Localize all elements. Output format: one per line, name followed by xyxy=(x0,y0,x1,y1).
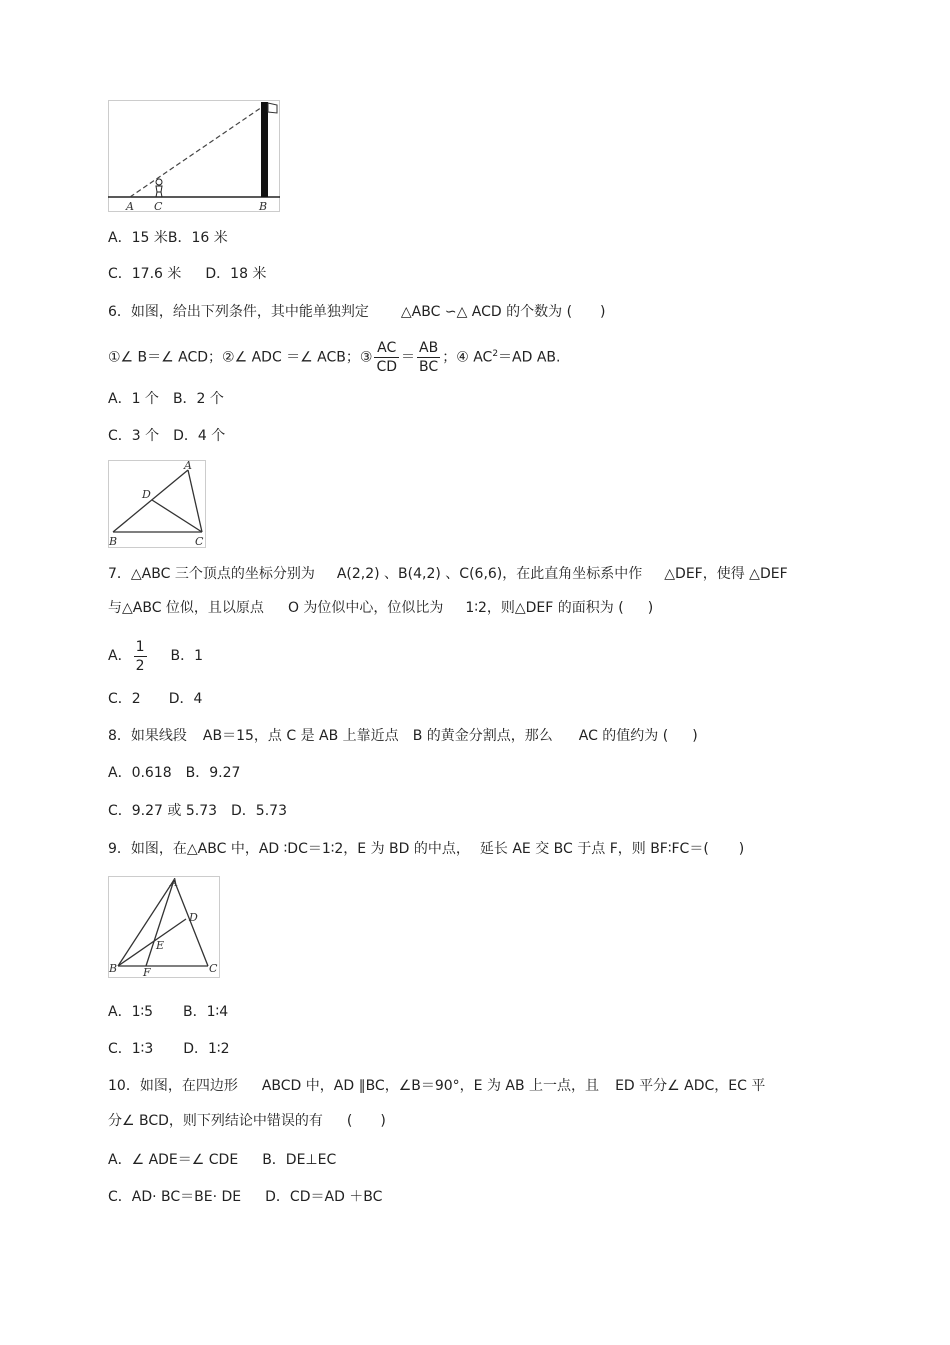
q7-option-c: C．2 xyxy=(108,691,141,707)
q6-option-a: A．1 个 xyxy=(108,391,159,407)
q7-stem-line2 xyxy=(108,598,653,618)
label-b: B xyxy=(259,200,268,212)
q10-text-c: ED 平分∠ ADC，EC 平 xyxy=(615,1078,766,1094)
q7-text-b: A(2,2) 、B(4,2) 、C(6,6)，在此直角坐标系中作 xyxy=(336,566,643,582)
label-f: F xyxy=(143,966,151,978)
q7-text-paren: ) xyxy=(647,600,654,616)
q9-option-c: C．1∶3 xyxy=(108,1041,154,1057)
q8-text-c: B 的黄金分割点，那么 xyxy=(412,728,553,744)
q10-text-paren-close: ) xyxy=(380,1113,386,1129)
q6-exponent: 2 xyxy=(492,349,499,359)
q10-text-paren-open: ( xyxy=(346,1113,353,1129)
q7-text-c: △DEF，使得 △DEF xyxy=(664,566,788,582)
label-c: C xyxy=(195,535,204,548)
frac-den: CD xyxy=(376,359,398,376)
q8-stem xyxy=(108,726,698,746)
q6-fraction-ab-bc xyxy=(417,339,440,376)
q6-stem-paren: ) xyxy=(600,304,606,320)
label-b: B xyxy=(109,962,118,975)
q6-option-d: D．4 个 xyxy=(173,428,226,444)
q7-options-row2 xyxy=(108,689,202,709)
label-a: A xyxy=(126,200,134,212)
q10-stem-line2 xyxy=(108,1111,386,1131)
q8-option-b: B．9.27 xyxy=(185,765,241,781)
label-e: E xyxy=(156,939,165,952)
q10-option-c: C．AD· BC＝BE· DE xyxy=(108,1189,242,1205)
q6-conditions xyxy=(108,334,561,378)
q5-option-a: A．15 米 xyxy=(108,230,168,246)
q6-stem xyxy=(108,302,606,322)
q9-options-row1 xyxy=(108,1002,228,1022)
q6-condition-4-tail: ＝AD AB. xyxy=(498,349,561,366)
q7-option-b: B．1 xyxy=(170,648,204,664)
q8-text-d: AC 的值约为 ( xyxy=(578,728,669,744)
q7-text-e: O 为位似中心，位似比为 xyxy=(287,600,444,616)
q6-options-row2 xyxy=(108,426,225,446)
q8-options-row2 xyxy=(108,801,287,821)
q10-option-d: D．CD＝AD ＋BC xyxy=(265,1189,383,1205)
q8-option-d: D．5.73 xyxy=(231,803,287,819)
q9-text-paren: ) xyxy=(738,841,745,857)
label-c: C xyxy=(209,962,218,975)
q7-option-a-label: A． xyxy=(108,648,132,664)
frac-num: 1 xyxy=(135,638,145,655)
q6-option-b: B．2 个 xyxy=(172,391,224,407)
frac-den: BC xyxy=(419,359,439,376)
q5-option-d: D．18 米 xyxy=(205,266,267,282)
q8-option-c: C．9.27 或 5.73 xyxy=(108,803,218,819)
q7-stem-line1 xyxy=(108,564,788,584)
q8-text-paren: ) xyxy=(692,728,698,744)
q6-condition-4: ；④ AC xyxy=(442,349,493,366)
q9-text-a: 9．如图，在△ABC 中，AD ∶DC＝1∶2，E 为 BD 的中点， xyxy=(108,841,470,857)
q7-option-a-fraction xyxy=(134,638,147,675)
q6-options-row1 xyxy=(108,389,224,409)
label-a: A xyxy=(184,460,192,472)
q5-option-c: C．17.6 米 xyxy=(108,266,182,282)
q7-options-row1 xyxy=(108,636,203,676)
q6-condition-1-2: ①∠ B＝∠ ACD；②∠ ADC ＝∠ ACB；③ xyxy=(108,349,373,366)
q10-options-row1 xyxy=(108,1150,336,1170)
q9-option-b: B．1∶4 xyxy=(183,1004,229,1020)
q10-stem-line1 xyxy=(108,1076,765,1096)
figure-q6 xyxy=(108,460,206,548)
q8-options-row1 xyxy=(108,763,240,783)
q8-option-a: A．0.618 xyxy=(108,765,172,781)
q6-stem-relation: △ABC ∽△ ACD 的个数为 ( xyxy=(400,304,573,320)
frac-den: 2 xyxy=(135,657,145,674)
q6-option-c: C．3 个 xyxy=(108,428,160,444)
q8-text-b: AB＝15，点 C 是 AB 上靠近点 xyxy=(202,728,399,744)
q5-option-b: B．16 米 xyxy=(167,230,228,246)
q10-text-b: ABCD 中，AD ∥BC，∠B＝90°，E 为 AB 上一点，且 xyxy=(261,1078,600,1094)
q7-option-d: D．4 xyxy=(168,691,203,707)
q7-text-f: 1∶2，则△DEF 的面积为 ( xyxy=(465,600,624,616)
q10-option-a: A．∠ ADE＝∠ CDE xyxy=(108,1152,239,1168)
q6-equals: ＝ xyxy=(401,349,416,366)
q6-stem-text: 6．如图，给出下列条件，其中能单独判定 xyxy=(108,304,369,320)
frac-num: AC xyxy=(374,339,399,358)
q5-options-row1 xyxy=(108,228,228,248)
q9-options-row2 xyxy=(108,1039,229,1059)
q10-option-b: B．DE⊥EC xyxy=(262,1152,337,1168)
q5-options-row2 xyxy=(108,264,266,284)
q9-text-b: 延长 AE 交 BC 于点 F，则 BF∶FC＝( xyxy=(479,841,709,857)
label-d: D xyxy=(142,488,151,501)
q7-text-a: 7．△ABC 三个顶点的坐标分别为 xyxy=(108,566,315,582)
q9-option-d: D．1∶2 xyxy=(183,1041,230,1057)
q8-text-a: 8．如果线段 xyxy=(108,728,187,744)
figure-q5 xyxy=(108,100,280,212)
label-a: A xyxy=(170,876,178,889)
q9-stem xyxy=(108,839,744,859)
q6-fraction-ac-cd xyxy=(374,339,399,376)
q7-text-d: 与△ABC 位似，且以原点 xyxy=(108,600,264,616)
figure-q9 xyxy=(108,876,220,978)
q9-option-a: A．1∶5 xyxy=(108,1004,154,1020)
q10-text-d: 分∠ BCD，则下列结论中错误的有 xyxy=(108,1113,323,1129)
frac-num: AB xyxy=(419,340,439,357)
label-b: B xyxy=(109,535,118,548)
label-d: D xyxy=(189,911,198,924)
q10-text-a: 10．如图，在四边形 xyxy=(108,1078,238,1094)
q10-options-row2 xyxy=(108,1187,382,1207)
label-c: C xyxy=(154,200,163,212)
